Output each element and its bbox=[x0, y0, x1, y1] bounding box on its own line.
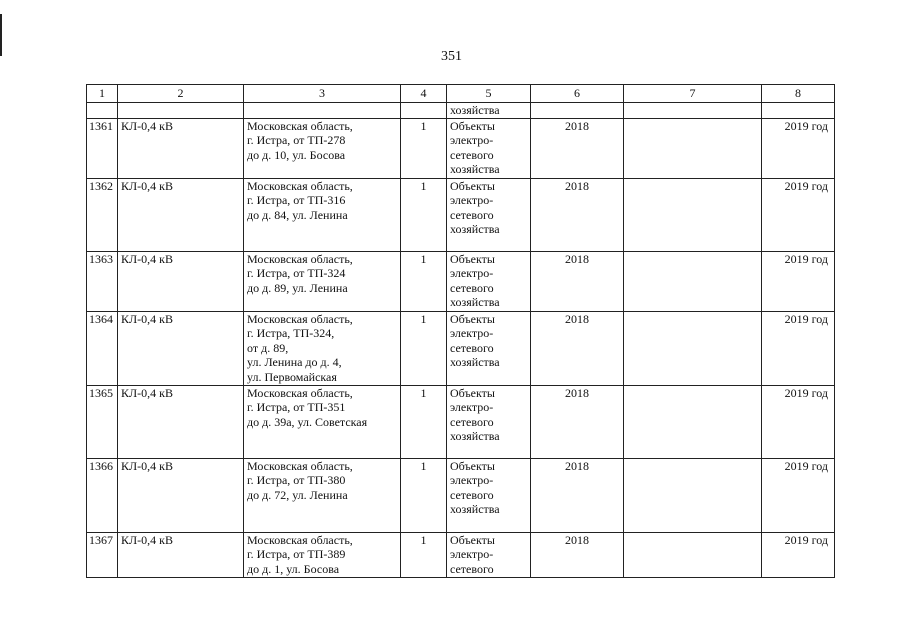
category-line: электро- bbox=[450, 193, 494, 208]
cell-num bbox=[87, 103, 118, 119]
cell-name bbox=[118, 103, 244, 119]
category-line: сетевого bbox=[450, 207, 494, 222]
cell-name: КЛ-0,4 кВ bbox=[118, 458, 244, 532]
category-line: хозяйства bbox=[450, 222, 500, 237]
cell-col7 bbox=[624, 385, 762, 458]
cell-year: 2018 bbox=[531, 532, 624, 577]
category-line: Объекты bbox=[450, 385, 495, 400]
category-line: электро- bbox=[450, 400, 494, 415]
cell-num: 1366 bbox=[87, 458, 118, 532]
cell-category bbox=[447, 385, 531, 458]
cell-category bbox=[447, 118, 531, 178]
cell-term: 2019 год bbox=[762, 178, 835, 251]
table-row bbox=[87, 532, 835, 577]
cell-num: 1363 bbox=[87, 251, 118, 311]
address-line: Московская область, bbox=[247, 118, 353, 133]
cell-qty: 1 bbox=[401, 458, 447, 532]
cell-year: 2018 bbox=[531, 178, 624, 251]
cell-qty: 1 bbox=[401, 251, 447, 311]
cell-term: 2019 год bbox=[762, 118, 835, 178]
cell-category bbox=[447, 311, 531, 385]
table-row bbox=[87, 311, 835, 385]
cell-col7 bbox=[624, 178, 762, 251]
cell-qty: 1 bbox=[401, 178, 447, 251]
cell-term bbox=[762, 103, 835, 119]
category-line: Объекты bbox=[450, 532, 495, 547]
table-row bbox=[87, 178, 835, 251]
header-row bbox=[87, 85, 835, 103]
cell-year: 2018 bbox=[531, 311, 624, 385]
address-line: Московская область, bbox=[247, 532, 353, 547]
cell-name: КЛ-0,4 кВ bbox=[118, 178, 244, 251]
column-header: 4 bbox=[401, 85, 447, 103]
cell-name: КЛ-0,4 кВ bbox=[118, 251, 244, 311]
category-line: сетевого bbox=[450, 147, 494, 162]
category-line: сетевого bbox=[450, 487, 494, 502]
address-line: г. Истра, от ТП-380 bbox=[247, 473, 346, 488]
address-line: Московская область, bbox=[247, 385, 353, 400]
address-line: г. Истра, от ТП-351 bbox=[247, 400, 346, 415]
cell-col7 bbox=[624, 532, 762, 577]
category-line: хозяйства bbox=[450, 502, 500, 517]
category-line: электро- bbox=[450, 473, 494, 488]
column-header: 5 bbox=[447, 85, 531, 103]
address-line: до д. 10, ул. Босова bbox=[247, 147, 346, 162]
cell-category bbox=[447, 458, 531, 532]
address-line: до д. 1, ул. Босова bbox=[247, 561, 340, 576]
address-line: ул. Первомайская bbox=[247, 369, 337, 384]
category-line: сетевого bbox=[450, 340, 494, 355]
address-line: до д. 84, ул. Ленина bbox=[247, 207, 348, 222]
category-line: хозяйства bbox=[450, 429, 500, 444]
cell-year bbox=[531, 103, 624, 119]
category-line: сетевого bbox=[450, 414, 494, 429]
cell-category bbox=[447, 178, 531, 251]
cell-col7 bbox=[624, 311, 762, 385]
cell-num: 1367 bbox=[87, 532, 118, 577]
table-row bbox=[87, 385, 835, 458]
address-line: г. Истра, ТП-324, bbox=[247, 326, 335, 341]
cell-qty: 1 bbox=[401, 385, 447, 458]
cell-name: КЛ-0,4 кВ bbox=[118, 118, 244, 178]
category-line: сетевого bbox=[450, 561, 494, 576]
cell-year: 2018 bbox=[531, 118, 624, 178]
column-header: 3 bbox=[244, 85, 401, 103]
category-line: электро- bbox=[450, 547, 494, 562]
cell-term: 2019 год bbox=[762, 311, 835, 385]
address-line: г. Истра, от ТП-278 bbox=[247, 133, 346, 148]
cell-category: хозяйства bbox=[447, 103, 531, 119]
cell-name: КЛ-0,4 кВ bbox=[118, 532, 244, 577]
cell-col7 bbox=[624, 458, 762, 532]
address-line: до д. 39а, ул. Советская bbox=[247, 414, 368, 429]
category-line: Объекты bbox=[450, 178, 495, 193]
category-line: Объекты bbox=[450, 118, 495, 133]
cell-term: 2019 год bbox=[762, 532, 835, 577]
column-header: 1 bbox=[87, 85, 118, 103]
table-body bbox=[87, 85, 835, 578]
category-line: хозяйства bbox=[450, 295, 500, 310]
column-header: 7 bbox=[624, 85, 762, 103]
address-line: Московская область, bbox=[247, 178, 353, 193]
continuation-row bbox=[87, 103, 835, 119]
address-line: Московская область, bbox=[247, 458, 353, 473]
cell-address bbox=[244, 385, 401, 458]
address-line: Московская область, bbox=[247, 311, 353, 326]
table-row bbox=[87, 458, 835, 532]
cell-qty: 1 bbox=[401, 311, 447, 385]
cell-name: КЛ-0,4 кВ bbox=[118, 311, 244, 385]
address-line: от д. 89, bbox=[247, 340, 289, 355]
cell-address bbox=[244, 532, 401, 577]
address-line: г. Истра, от ТП-324 bbox=[247, 266, 346, 281]
cell-category bbox=[447, 251, 531, 311]
table-row bbox=[87, 251, 835, 311]
address-line: Московская область, bbox=[247, 251, 353, 266]
cell-col7 bbox=[624, 118, 762, 178]
cell-num: 1362 bbox=[87, 178, 118, 251]
column-header: 8 bbox=[762, 85, 835, 103]
cell-category bbox=[447, 532, 531, 577]
cell-address bbox=[244, 178, 401, 251]
column-header: 2 bbox=[118, 85, 244, 103]
address-line: до д. 89, ул. Ленина bbox=[247, 280, 348, 295]
category-line: электро- bbox=[450, 326, 494, 341]
cell-address bbox=[244, 118, 401, 178]
cell-address bbox=[244, 458, 401, 532]
cell-col7 bbox=[624, 251, 762, 311]
cell-term: 2019 год bbox=[762, 458, 835, 532]
cell-qty: 1 bbox=[401, 118, 447, 178]
cell-address bbox=[244, 251, 401, 311]
cell-col7 bbox=[624, 103, 762, 119]
category-line: хозяйства bbox=[450, 162, 500, 177]
cell-address bbox=[244, 311, 401, 385]
category-line: хозяйства bbox=[450, 355, 500, 370]
cell-year: 2018 bbox=[531, 385, 624, 458]
cell-num: 1365 bbox=[87, 385, 118, 458]
cell-num: 1364 bbox=[87, 311, 118, 385]
register-table bbox=[86, 84, 835, 578]
cell-name: КЛ-0,4 кВ bbox=[118, 385, 244, 458]
cell-term: 2019 год bbox=[762, 385, 835, 458]
cell-year: 2018 bbox=[531, 458, 624, 532]
cell-qty bbox=[401, 103, 447, 119]
cell-num: 1361 bbox=[87, 118, 118, 178]
page-number: 351 bbox=[441, 49, 462, 64]
address-line: ул. Ленина до д. 4, bbox=[247, 355, 342, 370]
column-header: 6 bbox=[531, 85, 624, 103]
cell-address bbox=[244, 103, 401, 119]
category-line: электро- bbox=[450, 266, 494, 281]
address-line: г. Истра, от ТП-389 bbox=[247, 547, 346, 562]
category-line: Объекты bbox=[450, 251, 495, 266]
category-line: сетевого bbox=[450, 280, 494, 295]
cell-qty: 1 bbox=[401, 532, 447, 577]
category-line: электро- bbox=[450, 133, 494, 148]
table-row bbox=[87, 118, 835, 178]
address-line: до д. 72, ул. Ленина bbox=[247, 487, 348, 502]
cell-term: 2019 год bbox=[762, 251, 835, 311]
cell-year: 2018 bbox=[531, 251, 624, 311]
category-line: Объекты bbox=[450, 311, 495, 326]
category-line: Объекты bbox=[450, 458, 495, 473]
address-line: г. Истра, от ТП-316 bbox=[247, 193, 346, 208]
